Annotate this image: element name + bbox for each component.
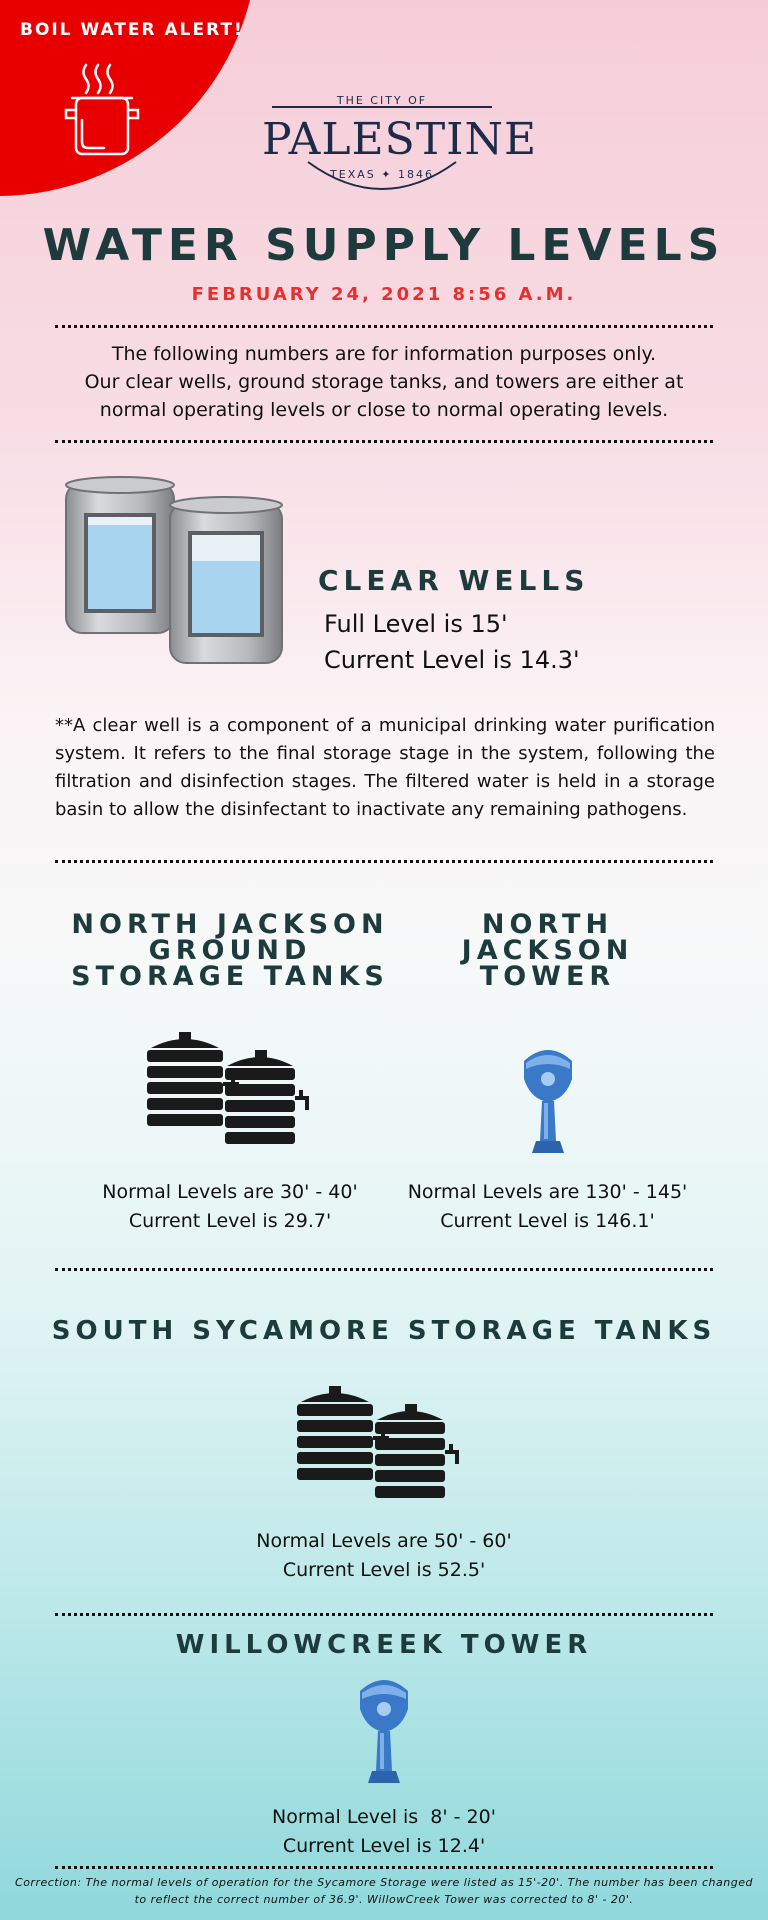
south-sycamore-levels: Normal Levels are 50' - 60' Current Level is 52.5' <box>256 1530 512 1581</box>
willowcreek-title: WILLOWCREEK TOWER <box>175 1630 593 1660</box>
north-jackson-tower-title: NORTH JACKSON TOWER <box>461 909 634 992</box>
divider <box>55 860 713 863</box>
water-tower-icon <box>356 1675 412 1785</box>
divider <box>55 325 713 328</box>
north-jackson-tower-levels: Normal Levels are 130' - 145' Current Level is 146.1' <box>407 1181 688 1232</box>
intro-text: The following numbers are for information purposes only. Our clear wells, ground storage tanks, and towers are either at normal operating levels or close to normal operating levels. <box>84 343 684 421</box>
north-jackson-tanks-levels: Normal Levels are 30' - 40' Current Level is 29.7' <box>102 1181 358 1232</box>
north-jackson-tanks-title: NORTH JACKSON GROUND STORAGE TANKS <box>71 909 389 992</box>
clear-wells-current-level: Current Level is 14.3' <box>324 646 580 674</box>
clear-wells-icon <box>62 475 290 675</box>
city-logo: THE CITY OF PALESTINE TEXAS ✦ 1846 <box>262 100 502 200</box>
report-date: FEBRUARY 24, 2021 8:56 A.M. <box>191 284 577 305</box>
divider <box>55 440 713 443</box>
clear-wells-full-level: Full Level is 15' <box>324 610 508 638</box>
divider <box>55 1613 713 1616</box>
storage-tanks-icon <box>145 1030 315 1145</box>
logo-city-name: PALESTINE <box>262 114 538 165</box>
clear-wells-title: CLEAR WELLS <box>318 564 590 597</box>
alert-label: BOIL WATER ALERT! <box>20 20 244 40</box>
clear-well-note: **A clear well is a component of a municipal drinking water purification system. It refers to the final storage stage in the system, following the filtration and disinfection stages. The filtered water is held in a storage basin to allow the disinfectant to inactivate any remaining pathogens. <box>55 715 715 820</box>
willowcreek-levels: Normal Level is 8' - 20' Current Level is 12.4' <box>272 1806 496 1857</box>
south-sycamore-title: SOUTH SYCAMORE STORAGE TANKS <box>51 1316 717 1346</box>
correction-note: Correction: The normal levels of operation for the Sycamore Storage were listed as 15'-20'. The number has been changed to reflect the correct number of 36.9'. WillowCreek Tower was corrected to 8' - 20'. <box>15 1876 753 1906</box>
divider <box>55 1866 713 1869</box>
pot-icon <box>50 60 150 160</box>
page-title: WATER SUPPLY LEVELS <box>42 220 726 271</box>
water-tower-icon <box>520 1045 576 1155</box>
divider <box>55 1268 713 1271</box>
storage-tanks-icon <box>295 1384 465 1499</box>
